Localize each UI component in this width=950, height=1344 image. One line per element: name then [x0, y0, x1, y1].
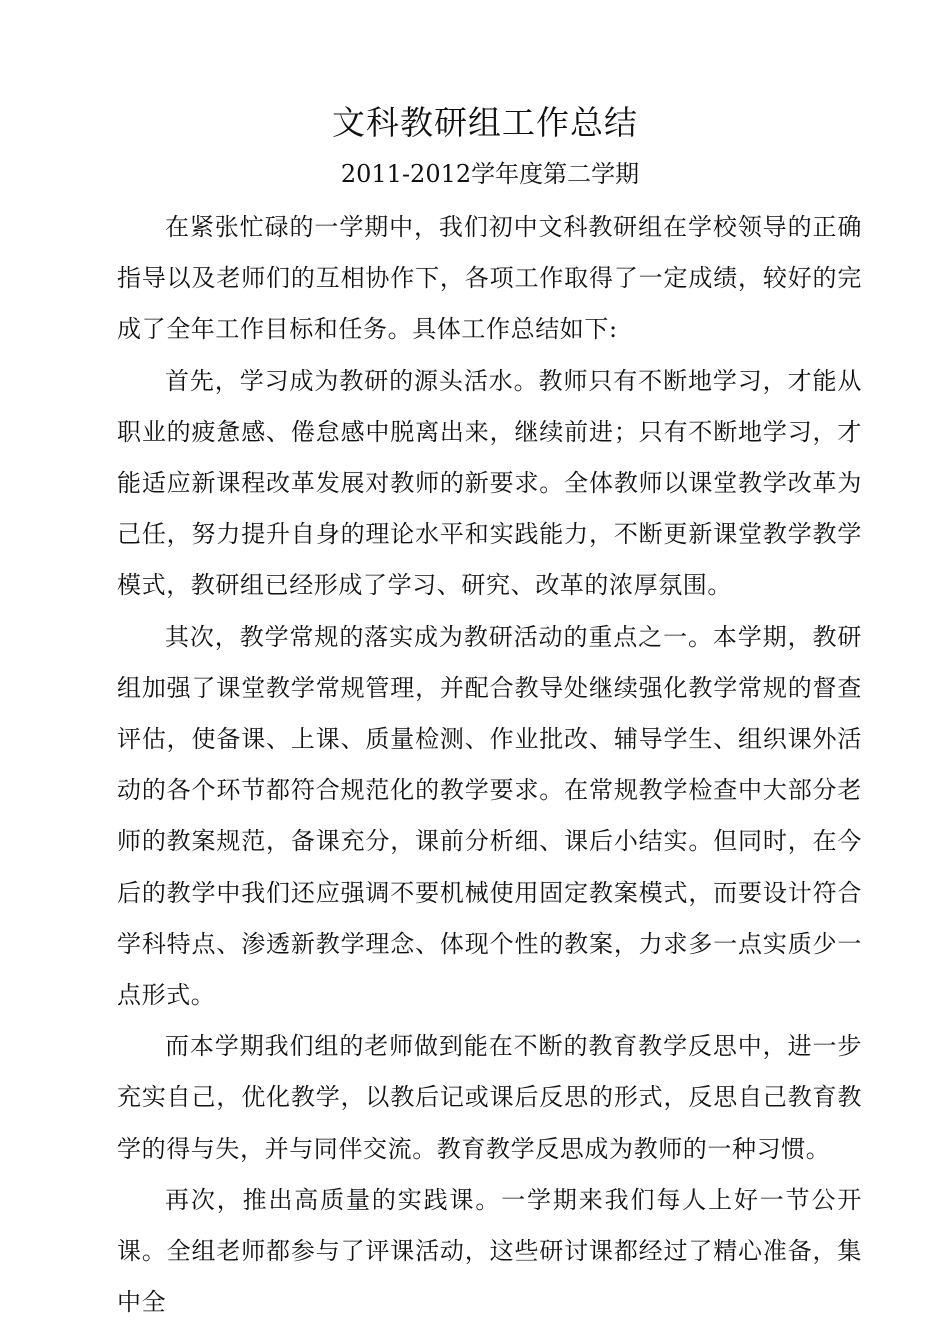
document-title: 文科教研组工作总结 — [332, 103, 638, 142]
document-subtitle: 2011-2012学年度第二学期 — [340, 160, 640, 188]
document-body — [117, 202, 862, 1328]
paragraph-intro: 在紧张忙碌的一学期中，我们初中文科教研组在学校领导的正确指导以及老师们的互相协作下，各项工作取得了一定成绩，较好的完成了全年工作目标和任务。具体工作总结如下: — [117, 213, 862, 344]
paragraph-routine: 其次，教学常规的落实成为教研活动的重点之一。本学期，教研组加强了课堂教学常规管理，并配合教导处继续强化教学常规的督查评估，使备课、上课、质量检测、作业批改、辅导学生、组织课外活动的各个环节都符合规范化的教学要求。在常规教学检查中大部分老师的教案规范，备课充分，课前分析细、课后小结实。但同时，在今后的教学中我们还应强调不要机械使用固定教案模式，而要设计符合学科特点、渗透新教学理念、体现个性的教案，力求多一点实质少一点形式。 — [117, 622, 862, 1010]
paragraph-practice: 再次，推出高质量的实践课。一学期来我们每人上好一节公开课。全组老师都参与了评课活动，这些研讨课都经过了精心准备，集中全 — [117, 1185, 862, 1317]
paragraph-learning: 首先，学习成为教研的源头活水。教师只有不断地学习，才能从职业的疲惫感、倦怠感中脱离出来，继续前进；只有不断地学习，才能适应新课程改革发展对教师的新要求。全体教师以课堂教学改革为己任，努力提升自身的理论水平和实践能力，不断更新课堂教学教学模式，教研组已经形成了学习、研究、改革的浓厚氛围。 — [117, 366, 862, 600]
paragraph-reflection: 而本学期我们组的老师做到能在不断的教育教学反思中，进一步充实自己，优化教学，以教后记或课后反思的形式，反思自己教育教学的得与失，并与同伴交流。教育教学反思成为教师的一种习惯。 — [117, 1032, 862, 1163]
